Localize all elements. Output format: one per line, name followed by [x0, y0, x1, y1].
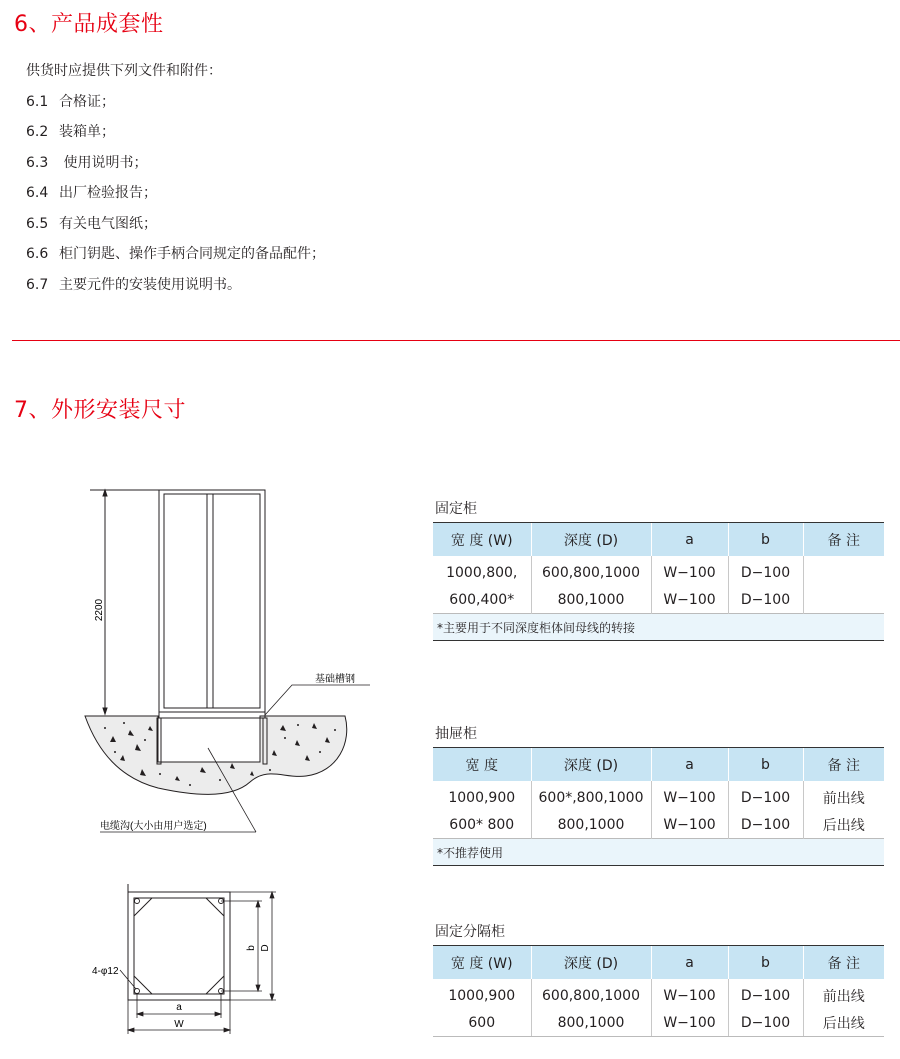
- list-item: [26, 239, 325, 270]
- list-item: [26, 117, 325, 148]
- list-item: [26, 178, 325, 209]
- item-text: 装箱单；: [59, 124, 115, 140]
- item-text: 使用说明书；: [59, 154, 148, 171]
- cell-a: W−100: [651, 556, 728, 586]
- cell-remarks: [803, 556, 884, 586]
- header-width: 宽 度: [433, 748, 531, 782]
- drawer-cabinet-table: [433, 747, 884, 866]
- cell-depth: 800,1000: [531, 1009, 651, 1037]
- list-item: [26, 209, 325, 240]
- cell-a: W−100: [651, 1009, 728, 1037]
- section-7-title: 7、外形安装尺寸: [14, 398, 186, 423]
- header-depth: 深度 (D): [531, 748, 651, 782]
- fixed-cabinet-title: 固定柜: [435, 501, 477, 517]
- table-note: *主要用于不同深度柜体间母线的转接: [433, 614, 884, 641]
- cabinet-plan-diagram: [84, 876, 284, 1046]
- section-6-title: 6、产品成套性: [14, 12, 164, 37]
- section-divider: [12, 340, 900, 341]
- list-item: [26, 270, 325, 301]
- cell-a: W−100: [651, 781, 728, 811]
- table-header-row: [433, 748, 884, 782]
- header-depth: 深度 (D): [531, 946, 651, 980]
- header-remarks: 备 注: [803, 523, 884, 557]
- cell-a: W−100: [651, 586, 728, 614]
- cell-depth: 800,1000: [531, 586, 651, 614]
- cell-remarks: 前出线: [803, 979, 884, 1009]
- table-row: [433, 586, 884, 614]
- item-text: 有关电气图纸；: [59, 215, 157, 232]
- dim-a-label: a: [176, 1002, 182, 1013]
- item-number: 6.4: [26, 185, 49, 201]
- cell-b: D−100: [728, 811, 803, 839]
- header-b: b: [728, 946, 803, 980]
- height-label: 2200: [94, 598, 105, 622]
- item-number: 6.5: [26, 215, 49, 232]
- cell-a: W−100: [651, 979, 728, 1009]
- cell-width: 1000,900: [448, 987, 516, 1004]
- list-item: [26, 87, 325, 118]
- item-number: 6.7: [26, 276, 49, 293]
- cell-depth: 600,800,1000: [531, 979, 651, 1009]
- header-remarks: 备 注: [803, 748, 884, 782]
- dim-b-label: b: [246, 945, 257, 951]
- drawer-cabinet-title: 抽屉柜: [435, 726, 477, 742]
- list-item: [26, 148, 325, 179]
- item-number: 6.6: [26, 246, 49, 262]
- plan-frame: [128, 884, 230, 1000]
- header-depth: 深度 (D): [531, 523, 651, 557]
- header-b: b: [728, 523, 803, 557]
- cell-width: 600: [433, 1009, 531, 1037]
- header-remarks: 备 注: [803, 946, 884, 980]
- item-text: 主要元件的安装使用说明书。: [59, 276, 241, 293]
- dim-w-label: W: [174, 1019, 184, 1030]
- cell-remarks: 前出线: [803, 781, 884, 811]
- fixed-partition-cabinet-title: 固定分隔柜: [435, 924, 505, 940]
- cell-b: D−100: [728, 586, 803, 614]
- table-row: [433, 556, 884, 586]
- table-header-row: [433, 946, 884, 980]
- mounting-holes: [135, 899, 224, 994]
- header-b: b: [728, 748, 803, 782]
- table-note-row: [433, 839, 884, 866]
- cell-depth: 600*,800,1000: [531, 781, 651, 811]
- fixed-cabinet-table: [433, 522, 884, 641]
- cell-b: D−100: [728, 979, 803, 1009]
- ground-soil: [85, 716, 347, 794]
- cell-width: 1000,900: [448, 789, 516, 806]
- cell-remarks: [803, 586, 884, 614]
- table-note-row: [433, 614, 884, 641]
- item-text: 出厂检验报告；: [59, 185, 157, 201]
- item-number: 6.3: [26, 154, 49, 171]
- cell-width: 1000,800,: [446, 564, 518, 581]
- table-note: *不推荐使用: [433, 839, 884, 866]
- table-row: [433, 781, 884, 811]
- table-header-row: [433, 523, 884, 557]
- cell-width: 600* 800: [449, 816, 515, 833]
- item-text: 柜门钥匙、操作手柄合同规定的备品配件；: [59, 246, 325, 262]
- cell-remarks: 后出线: [803, 811, 884, 839]
- cell-a: W−100: [651, 811, 728, 839]
- trench-label: 电缆沟(大小由用户选定): [100, 821, 207, 832]
- cell-b: D−100: [728, 781, 803, 811]
- header-a: a: [651, 523, 728, 557]
- header-a: a: [651, 748, 728, 782]
- header-width: 宽 度 (W): [433, 523, 531, 557]
- fixed-partition-cabinet-table: [433, 945, 884, 1037]
- table-row: [433, 1009, 884, 1037]
- hole-label: 4-φ12: [92, 966, 119, 977]
- cell-b: D−100: [728, 1009, 803, 1037]
- item-number: 6.1: [26, 93, 49, 110]
- deliverables-list: [26, 56, 325, 300]
- table-row: [433, 811, 884, 839]
- cabinet-elevation-diagram: [80, 480, 370, 840]
- cell-width: 600,400*: [449, 591, 515, 608]
- header-a: a: [651, 946, 728, 980]
- item-text: 合格证；: [59, 93, 115, 110]
- channel-label: 基础槽钢: [315, 674, 355, 685]
- cell-depth: 600,800,1000: [531, 556, 651, 586]
- item-text: 供货时应提供下列文件和附件：: [26, 63, 222, 79]
- table-row: [433, 979, 884, 1009]
- list-item: [26, 56, 325, 87]
- cell-depth: 800,1000: [531, 811, 651, 839]
- header-width: 宽 度 (W): [433, 946, 531, 980]
- item-number: 6.2: [26, 124, 49, 140]
- cabinet-frame: [157, 490, 267, 764]
- dim-d-label: D: [260, 944, 271, 952]
- cell-remarks: 后出线: [803, 1009, 884, 1037]
- cell-b: D−100: [728, 556, 803, 586]
